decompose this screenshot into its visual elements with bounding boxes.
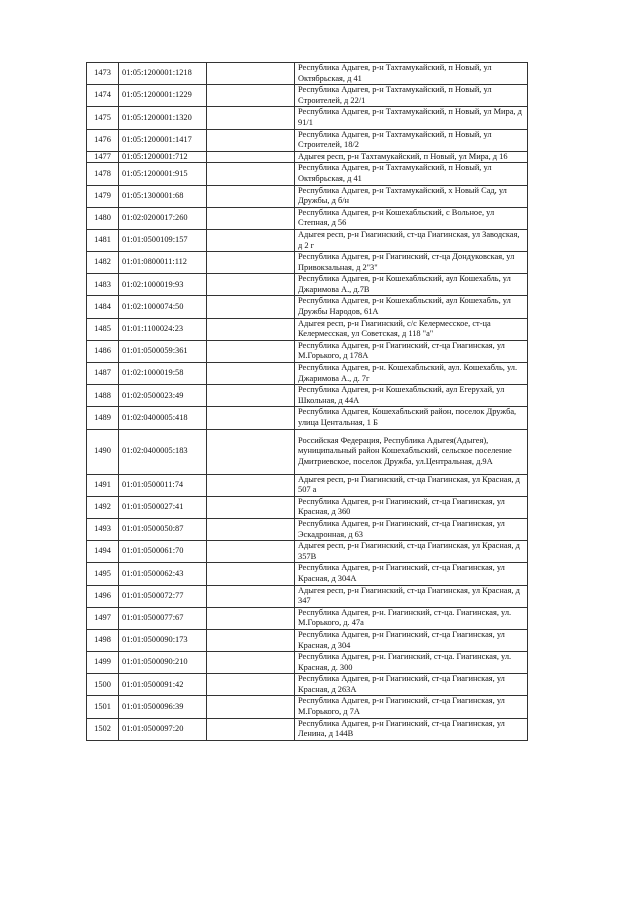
cadastral-number: 01:05:1200001:712 xyxy=(119,151,207,163)
address: Адыгея респ, р-н Тахтамукайский, п Новый, ул Мира, д 16 xyxy=(295,151,528,163)
empty-cell xyxy=(207,718,295,740)
table-row xyxy=(87,185,528,207)
table-row xyxy=(87,474,528,496)
empty-cell xyxy=(207,407,295,429)
address: Республика Адыгея, р-н Гиагинский, ст-ца Гиагинская, ул Красная, д 304А xyxy=(295,563,528,585)
address: Адыгея респ, р-н Гиагинский, ст-ца Гиагинская, ул Красная, д 507 а xyxy=(295,474,528,496)
cadastral-number: 01:02:0400005:183 xyxy=(119,429,207,474)
empty-cell xyxy=(207,129,295,151)
row-number: 1476 xyxy=(87,129,119,151)
address: Республика Адыгея, р-н Гиагинский, ст-ца Гиагинская, ул Ленина, д 144В xyxy=(295,718,528,740)
table-row xyxy=(87,541,528,563)
cadastral-number: 01:05:1200001:1229 xyxy=(119,85,207,107)
address: Республика Адыгея, р-н Гиагинский, ст-ца Гиагинская, ул Красная, д 304 xyxy=(295,629,528,651)
table-row xyxy=(87,385,528,407)
empty-cell xyxy=(207,63,295,85)
empty-cell xyxy=(207,652,295,674)
empty-cell xyxy=(207,563,295,585)
row-number: 1479 xyxy=(87,185,119,207)
table-row xyxy=(87,151,528,163)
row-number: 1483 xyxy=(87,274,119,296)
cadastral-number: 01:01:0500096:39 xyxy=(119,696,207,718)
empty-cell xyxy=(207,607,295,629)
cadastral-number: 01:01:0500011:74 xyxy=(119,474,207,496)
row-number: 1485 xyxy=(87,318,119,340)
address: Республика Адыгея, р-н Тахтамукайский, п Новый, ул Октябрьская, д 41 xyxy=(295,63,528,85)
address: Республика Адыгея, р-н Тахтамукайский, п Новый, ул Мира, д 91/1 xyxy=(295,107,528,129)
table-row xyxy=(87,718,528,740)
row-number: 1494 xyxy=(87,541,119,563)
address: Адыгея респ, р-н Гиагинский, с/с Келермесское, ст-ца Келермесская, ул Советская, д 118 "а" xyxy=(295,318,528,340)
row-number: 1490 xyxy=(87,429,119,474)
table-row xyxy=(87,363,528,385)
row-number: 1500 xyxy=(87,674,119,696)
empty-cell xyxy=(207,296,295,318)
address: Республика Адыгея, р-н Тахтамукайский, п Новый, ул Октябрьская, д 41 xyxy=(295,163,528,185)
row-number: 1477 xyxy=(87,151,119,163)
cadastral-number: 01:01:0500072:77 xyxy=(119,585,207,607)
row-number: 1487 xyxy=(87,363,119,385)
address: Республика Адыгея, р-н. Гиагинский, ст-ца. Гиагинская, ул. Красная, д. 300 xyxy=(295,652,528,674)
empty-cell xyxy=(207,541,295,563)
cadastral-number: 01:01:0500097:20 xyxy=(119,718,207,740)
empty-cell xyxy=(207,85,295,107)
address: Республика Адыгея, р-н Кошехабльский, с Вольное, ул Степная, д 56 xyxy=(295,207,528,229)
address: Республика Адыгея, р-н Гиагинский, ст-ца Гиагинская, ул М.Горького, д 7А xyxy=(295,696,528,718)
cadastral-number: 01:01:1100024:23 xyxy=(119,318,207,340)
empty-cell xyxy=(207,151,295,163)
cadastral-number: 01:01:0500061:70 xyxy=(119,541,207,563)
row-number: 1478 xyxy=(87,163,119,185)
empty-cell xyxy=(207,185,295,207)
table-row xyxy=(87,340,528,362)
table-row xyxy=(87,607,528,629)
row-number: 1484 xyxy=(87,296,119,318)
empty-cell xyxy=(207,252,295,274)
address: Республика Адыгея, р-н Кошехабльский, аул Егерухай, ул Школьная, д 44А xyxy=(295,385,528,407)
empty-cell xyxy=(207,207,295,229)
row-number: 1497 xyxy=(87,607,119,629)
cadastral-number: 01:02:1000019:93 xyxy=(119,274,207,296)
row-number: 1474 xyxy=(87,85,119,107)
address: Республика Адыгея, р-н Гиагинский, ст-ца Гиагинская, ул Красная, д 263А xyxy=(295,674,528,696)
cadastral-number: 01:01:0500050:87 xyxy=(119,518,207,540)
cadastral-number: 01:05:1200001:1320 xyxy=(119,107,207,129)
address: Республика Адыгея, р-н. Кошехабльский, аул. Кошехабль, ул. Джаримова А., д. 7г xyxy=(295,363,528,385)
table-row xyxy=(87,696,528,718)
empty-cell xyxy=(207,696,295,718)
empty-cell xyxy=(207,340,295,362)
empty-cell xyxy=(207,107,295,129)
row-number: 1496 xyxy=(87,585,119,607)
cadastral-number: 01:05:1300001:68 xyxy=(119,185,207,207)
document-page xyxy=(86,62,527,741)
empty-cell xyxy=(207,385,295,407)
row-number: 1499 xyxy=(87,652,119,674)
empty-cell xyxy=(207,429,295,474)
property-table xyxy=(86,62,528,741)
cadastral-number: 01:01:0800011:112 xyxy=(119,252,207,274)
cadastral-number: 01:01:0500109:157 xyxy=(119,229,207,251)
empty-cell xyxy=(207,518,295,540)
table-row xyxy=(87,652,528,674)
address: Российская Федерация, Республика Адыгея(Адыгея), муниципальный район Кошехабльский, сельское поселение Дмитриевское, поселок Дружба, ул.Центральная, д.9А xyxy=(295,429,528,474)
row-number: 1498 xyxy=(87,629,119,651)
address: Республика Адыгея, р-н Кошехабльский, аул Кошехабль, ул Джаримова А., д.7В xyxy=(295,274,528,296)
row-number: 1489 xyxy=(87,407,119,429)
row-number: 1482 xyxy=(87,252,119,274)
row-number: 1486 xyxy=(87,340,119,362)
empty-cell xyxy=(207,363,295,385)
cadastral-number: 01:01:0500077:67 xyxy=(119,607,207,629)
cadastral-number: 01:05:1200001:1218 xyxy=(119,63,207,85)
empty-cell xyxy=(207,496,295,518)
table-row xyxy=(87,85,528,107)
cadastral-number: 01:02:0500023:49 xyxy=(119,385,207,407)
cadastral-number: 01:01:0500091:42 xyxy=(119,674,207,696)
row-number: 1480 xyxy=(87,207,119,229)
empty-cell xyxy=(207,318,295,340)
row-number: 1488 xyxy=(87,385,119,407)
address: Адыгея респ, р-н Гиагинский, ст-ца Гиагинская, ул Красная, д 357В xyxy=(295,541,528,563)
table-row xyxy=(87,229,528,251)
cadastral-number: 01:02:0400005:418 xyxy=(119,407,207,429)
table-row xyxy=(87,429,528,474)
empty-cell xyxy=(207,474,295,496)
address: Республика Адыгея, р-н Тахтамукайский, х Новый Сад, ул Дружбы, д б/н xyxy=(295,185,528,207)
row-number: 1495 xyxy=(87,563,119,585)
table-row xyxy=(87,629,528,651)
cadastral-number: 01:01:0500062:43 xyxy=(119,563,207,585)
property-table-body xyxy=(87,63,528,741)
cadastral-number: 01:01:0500059:361 xyxy=(119,340,207,362)
cadastral-number: 01:05:1200001:915 xyxy=(119,163,207,185)
row-number: 1493 xyxy=(87,518,119,540)
address: Адыгея респ, р-н Гиагинский, ст-ца Гиагинская, ул Заводская, д 2 г xyxy=(295,229,528,251)
empty-cell xyxy=(207,629,295,651)
table-row xyxy=(87,496,528,518)
address: Республика Адыгея, Кошехабльский район, поселок Дружба, улица Центальная, 1 Б xyxy=(295,407,528,429)
table-row xyxy=(87,129,528,151)
address: Республика Адыгея, р-н Гиагинский, ст-ца Гиагинская, ул Эскадронная, д 63 xyxy=(295,518,528,540)
cadastral-number: 01:02:1000074:50 xyxy=(119,296,207,318)
row-number: 1492 xyxy=(87,496,119,518)
address: Республика Адыгея, р-н Гиагинский, ст-ца Дондуковская, ул Привокзальная, д 2"3" xyxy=(295,252,528,274)
row-number: 1481 xyxy=(87,229,119,251)
cadastral-number: 01:05:1200001:1417 xyxy=(119,129,207,151)
empty-cell xyxy=(207,585,295,607)
table-row xyxy=(87,674,528,696)
table-row xyxy=(87,563,528,585)
table-row xyxy=(87,407,528,429)
table-row xyxy=(87,274,528,296)
table-row xyxy=(87,107,528,129)
row-number: 1475 xyxy=(87,107,119,129)
row-number: 1501 xyxy=(87,696,119,718)
address: Республика Адыгея, р-н Кошехабльский, аул Кошехабль, ул Дружбы Народов, 61А xyxy=(295,296,528,318)
address: Республика Адыгея, р-н Гиагинский, ст-ца Гиагинская, ул М.Горького, д 178А xyxy=(295,340,528,362)
address: Республика Адыгея, р-н Тахтамукайский, п Новый, ул Строителей, 18/2 xyxy=(295,129,528,151)
table-row xyxy=(87,296,528,318)
table-row xyxy=(87,585,528,607)
cadastral-number: 01:02:0200017:260 xyxy=(119,207,207,229)
empty-cell xyxy=(207,229,295,251)
cadastral-number: 01:01:0500090:173 xyxy=(119,629,207,651)
address: Республика Адыгея, р-н Тахтамукайский, п Новый, ул Строителей, д 22/1 xyxy=(295,85,528,107)
table-row xyxy=(87,63,528,85)
cadastral-number: 01:02:1000019:58 xyxy=(119,363,207,385)
table-row xyxy=(87,252,528,274)
empty-cell xyxy=(207,674,295,696)
cadastral-number: 01:01:0500027:41 xyxy=(119,496,207,518)
cadastral-number: 01:01:0500090:210 xyxy=(119,652,207,674)
address: Адыгея респ, р-н Гиагинский, ст-ца Гиагинская, ул Красная, д 347 xyxy=(295,585,528,607)
table-row xyxy=(87,207,528,229)
empty-cell xyxy=(207,163,295,185)
row-number: 1491 xyxy=(87,474,119,496)
table-row xyxy=(87,163,528,185)
address: Республика Адыгея, р-н. Гиагинский, ст-ца. Гиагинская, ул. М.Горького, д. 47а xyxy=(295,607,528,629)
table-row xyxy=(87,518,528,540)
empty-cell xyxy=(207,274,295,296)
table-row xyxy=(87,318,528,340)
row-number: 1502 xyxy=(87,718,119,740)
row-number: 1473 xyxy=(87,63,119,85)
address: Республика Адыгея, р-н Гиагинский, ст-ца Гиагинская, ул Красная, д 360 xyxy=(295,496,528,518)
